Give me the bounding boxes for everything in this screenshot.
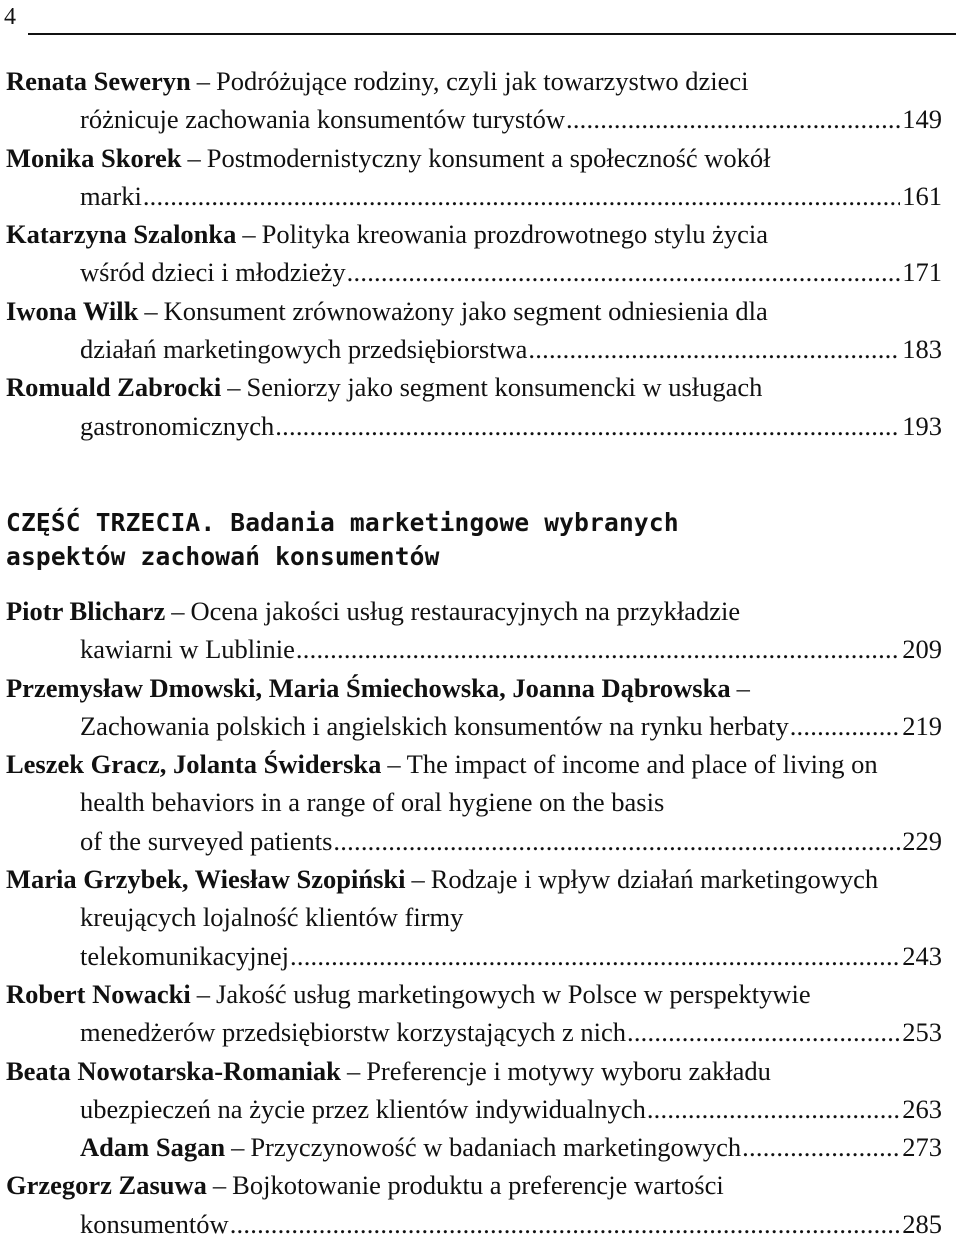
entry-title-end: marki bbox=[80, 180, 142, 211]
entry-page: 253 bbox=[902, 1017, 942, 1048]
entry-last-line bbox=[80, 1205, 942, 1243]
entry-last-line bbox=[80, 177, 942, 215]
entry-author: Monika Skorek bbox=[6, 142, 182, 173]
entry-last-line bbox=[80, 407, 942, 445]
toc-entry[interactable] bbox=[6, 975, 942, 1052]
toc-group-1 bbox=[6, 62, 942, 445]
entry-title-end: Zachowania polskich i angielskich konsumentów na rynku herbaty bbox=[80, 710, 789, 741]
entry-title: Jakość usług marketingowych w Polsce w perspektywie bbox=[216, 978, 811, 1009]
entry-author: Renata Seweryn bbox=[6, 66, 191, 96]
entry-title-end: of the surveyed patients bbox=[80, 825, 333, 856]
entry-author: Przemysław Dmowski, Maria Śmiechowska, Joanna Dąbrowska bbox=[6, 672, 731, 703]
dot-leader bbox=[347, 253, 901, 291]
dot-leader bbox=[627, 1013, 900, 1051]
entry-author: Robert Nowacki bbox=[6, 978, 191, 1009]
entry-last-line bbox=[80, 253, 942, 291]
toc-entry[interactable] bbox=[6, 1128, 942, 1166]
entry-title-end: gastronomicznych bbox=[80, 410, 275, 441]
dash: – bbox=[196, 66, 210, 96]
entry-page: 161 bbox=[902, 180, 942, 211]
dot-leader bbox=[566, 100, 900, 138]
entry-title: Preferencje i motywy wyboru zakładu bbox=[366, 1055, 771, 1086]
entry-single-line bbox=[80, 1128, 942, 1166]
entry-page: 219 bbox=[902, 710, 942, 741]
dash: – bbox=[411, 864, 425, 895]
toc-entry[interactable] bbox=[6, 215, 942, 292]
toc-entry[interactable] bbox=[6, 1166, 942, 1243]
entry-last-line bbox=[80, 822, 942, 860]
entry-last-line bbox=[80, 707, 942, 745]
entry-page: 243 bbox=[902, 940, 942, 971]
toc-entry[interactable] bbox=[6, 1052, 942, 1129]
entry-last-line bbox=[80, 1090, 942, 1128]
entry-page: 263 bbox=[902, 1093, 942, 1124]
entry-author: Leszek Gracz, Jolanta Świderska bbox=[6, 749, 382, 780]
dash: – bbox=[227, 372, 241, 403]
entry-author: Romuald Zabrocki bbox=[6, 372, 222, 403]
entry-page: 183 bbox=[902, 334, 942, 365]
entry-title-end: działań marketingowych przedsiębiorstwa bbox=[80, 334, 528, 365]
part-three-heading bbox=[6, 506, 926, 574]
dot-leader bbox=[143, 177, 900, 215]
entry-heading bbox=[80, 1128, 741, 1166]
dot-leader bbox=[296, 630, 900, 668]
part-label: CZĘŚĆ TRZECIA. bbox=[6, 508, 216, 537]
entry-page: 285 bbox=[902, 1208, 942, 1239]
toc-entry[interactable] bbox=[6, 745, 942, 860]
entry-title-end: wśród dzieci i młodzieży bbox=[80, 257, 346, 288]
entry-title: Seniorzy jako segment konsumencki w usługach bbox=[246, 372, 763, 403]
dash: – bbox=[231, 1132, 245, 1163]
entry-author: Maria Grzybek, Wiesław Szopiński bbox=[6, 864, 406, 895]
entry-title: Przyczynowość w badaniach marketingowych bbox=[250, 1132, 742, 1163]
toc-entry[interactable] bbox=[6, 62, 942, 139]
entry-page: 171 bbox=[902, 257, 942, 288]
entry-last-line bbox=[80, 1013, 942, 1051]
dash: – bbox=[144, 295, 158, 326]
dot-leader bbox=[290, 937, 900, 975]
entry-title-end: różnicuje zachowania konsumentów turystów bbox=[80, 104, 565, 135]
entry-page: 149 bbox=[902, 104, 942, 135]
dash: – bbox=[387, 749, 401, 780]
dash: – bbox=[212, 1170, 227, 1201]
toc-group-2 bbox=[6, 592, 942, 1243]
dot-leader bbox=[230, 1205, 901, 1243]
part-title-line2: aspektów zachowań konsumentów bbox=[6, 542, 440, 571]
entry-title-end: telekomunikacyjnej bbox=[80, 940, 289, 971]
dash: – bbox=[196, 978, 210, 1009]
part-title-line1: Badania marketingowe wybranych bbox=[230, 508, 679, 537]
entry-author: Adam Sagan bbox=[80, 1132, 226, 1163]
entry-title: Podróżujące rodziny, czyli jak towarzystwo dzieci bbox=[216, 66, 749, 96]
toc-entry[interactable] bbox=[6, 292, 942, 369]
dot-leader bbox=[742, 1128, 900, 1166]
toc-entry[interactable] bbox=[6, 860, 942, 975]
entry-page: 193 bbox=[902, 410, 942, 441]
entry-title-end: kawiarni w Lublinie bbox=[80, 634, 295, 665]
entry-title: Postmodernistyczny konsument a społeczność wokół bbox=[206, 142, 771, 173]
entry-page: 209 bbox=[902, 634, 942, 665]
dash: – bbox=[187, 142, 201, 173]
entry-title: Bojkotowanie produktu a preferencje wartości bbox=[232, 1170, 724, 1201]
entry-title: Konsument zrównoważony jako segment odniesienia dla bbox=[163, 295, 768, 326]
toc-entry[interactable] bbox=[6, 669, 942, 746]
dot-leader bbox=[790, 707, 901, 745]
dash: – bbox=[736, 672, 750, 703]
dot-leader bbox=[333, 822, 900, 860]
entry-title-end: konsumentów bbox=[80, 1208, 229, 1239]
entry-title: Rodzaje i wpływ działań marketingowych kreujących lojalność klientów firmy bbox=[80, 864, 879, 933]
entry-last-line bbox=[80, 937, 942, 975]
entry-author: Beata Nowotarska-Romaniak bbox=[6, 1055, 341, 1086]
entry-last-line bbox=[80, 330, 942, 368]
entry-author: Katarzyna Szalonka bbox=[6, 219, 237, 250]
dash: – bbox=[171, 596, 185, 626]
entry-author: Grzegorz Zasuwa bbox=[6, 1170, 207, 1201]
entry-title: The impact of income and place of living on health behaviors in a range of oral hygiene on the basis bbox=[80, 749, 878, 818]
page-number: 4 bbox=[4, 4, 16, 30]
entry-author: Piotr Blicharz bbox=[6, 596, 166, 626]
entry-title: Ocena jakości usług restauracyjnych na przykładzie bbox=[190, 596, 741, 626]
dot-leader bbox=[647, 1090, 900, 1128]
toc-entry[interactable] bbox=[6, 139, 942, 216]
entry-title-end: menedżerów przedsiębiorstw korzystających z nich bbox=[80, 1017, 626, 1048]
entry-last-line bbox=[80, 100, 942, 138]
dot-leader bbox=[275, 407, 900, 445]
header-rule bbox=[28, 33, 956, 35]
entry-page: 229 bbox=[902, 825, 942, 856]
entry-author: Iwona Wilk bbox=[6, 295, 139, 326]
entry-page: 273 bbox=[902, 1132, 942, 1163]
entry-last-line bbox=[80, 630, 942, 668]
toc-entry[interactable] bbox=[6, 592, 942, 669]
dash: – bbox=[346, 1055, 361, 1086]
dash: – bbox=[242, 219, 256, 250]
entry-title: Polityka kreowania prozdrowotnego stylu życia bbox=[261, 219, 768, 250]
toc-entry[interactable] bbox=[6, 368, 942, 445]
entry-title-end: ubezpieczeń na życie przez klientów indywidualnych bbox=[80, 1093, 646, 1124]
dot-leader bbox=[528, 330, 900, 368]
